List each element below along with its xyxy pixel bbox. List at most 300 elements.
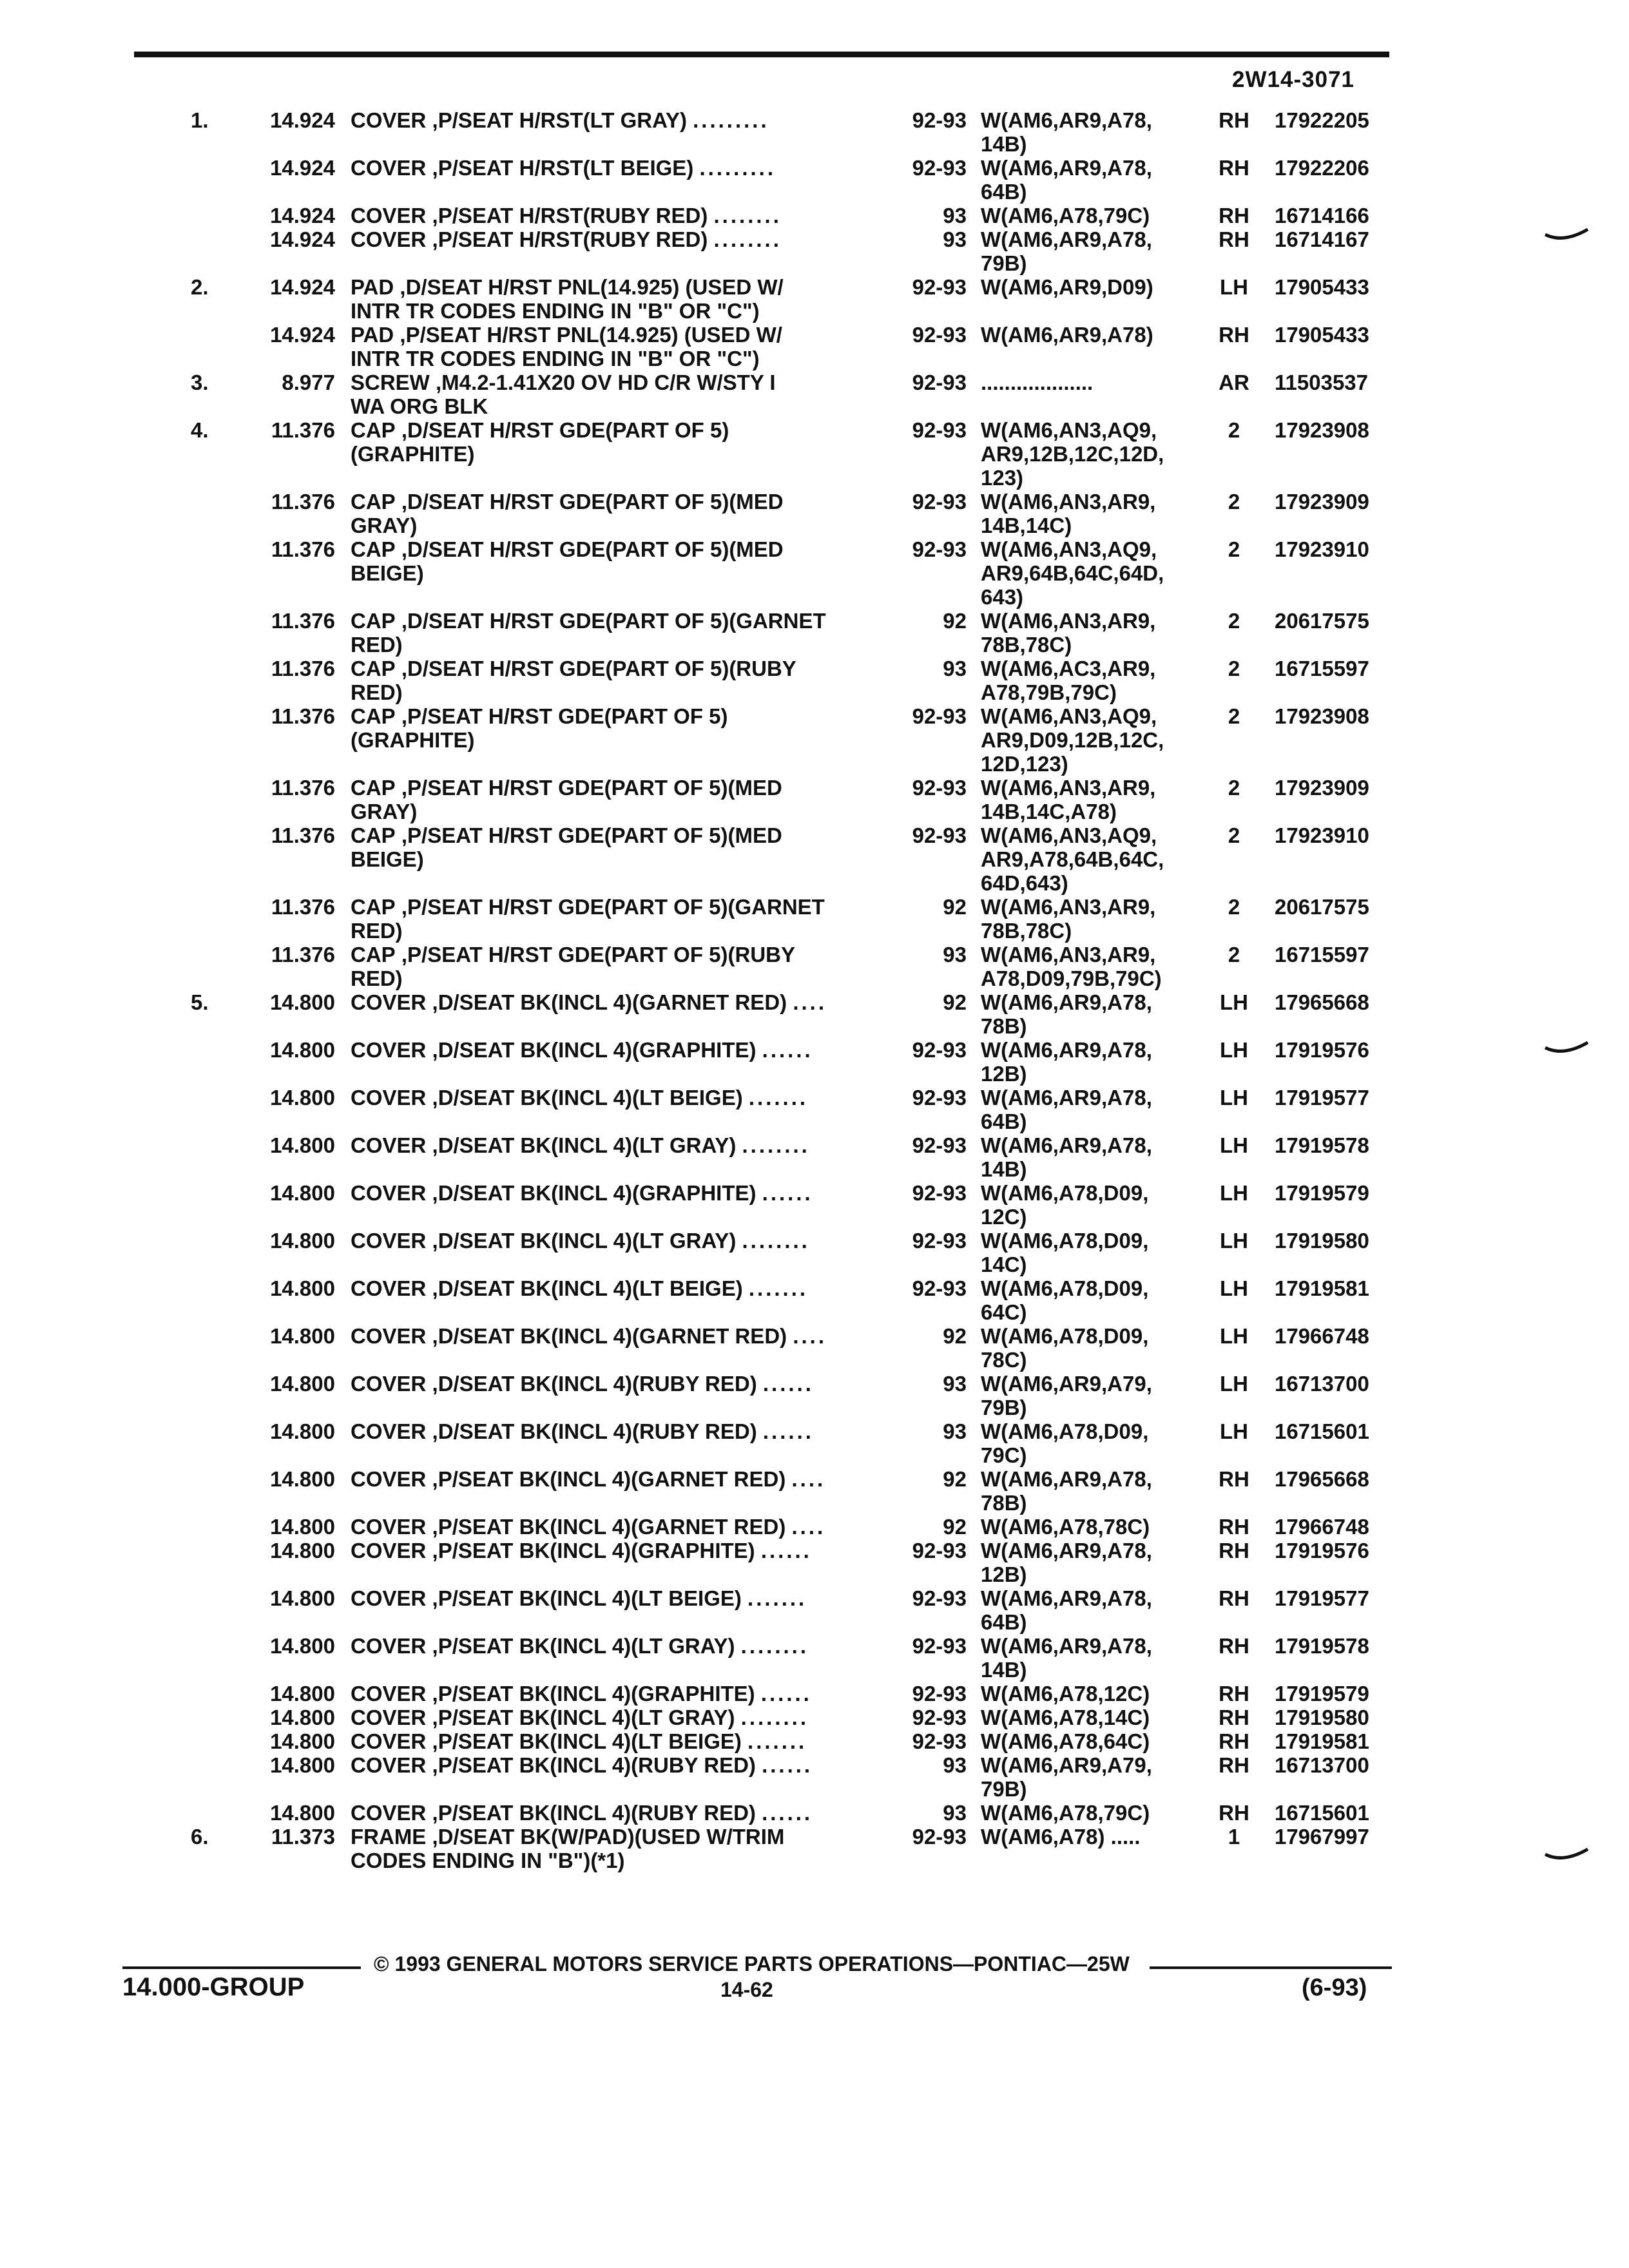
model-years: 92-93 <box>912 1133 967 1157</box>
part-entry <box>0 609 1629 657</box>
part-detail: ,P/SEAT BK(INCL 4)(GRAPHITE) <box>432 1682 755 1706</box>
part-description <box>351 1419 885 1443</box>
part-entry-line <box>0 680 1629 704</box>
quantity: RH <box>1219 1586 1249 1610</box>
part-number: 20617575 <box>1275 895 1369 919</box>
part-detail: ,P/SEAT H/RST(LT BEIGE) <box>432 156 694 180</box>
part-entry-line <box>0 1348 1629 1372</box>
check-mark-icon <box>1544 1041 1589 1061</box>
part-name: COVER <box>351 1729 427 1753</box>
part-description <box>351 1729 885 1753</box>
group-number: 11.376 <box>271 895 335 919</box>
leader-dots: .... <box>791 1515 826 1539</box>
quantity: RH <box>1219 323 1249 347</box>
part-number: 16713700 <box>1275 1753 1369 1777</box>
model-years: 92-93 <box>912 1825 967 1849</box>
leader-dots: ...... <box>762 1419 814 1443</box>
part-entry-line <box>0 1229 1629 1253</box>
usage-options: 643) <box>981 585 1024 609</box>
part-entry-line <box>0 1205 1629 1229</box>
part-description <box>351 657 885 680</box>
leader-dots: ...... <box>762 1181 813 1205</box>
model-years: 92-93 <box>912 1586 967 1610</box>
leader-dots: .... <box>793 1324 827 1348</box>
part-description <box>351 1276 885 1300</box>
model-years: 93 <box>943 204 967 227</box>
part-number: 17919576 <box>1275 1038 1369 1062</box>
part-entry-line <box>0 275 1629 299</box>
part-name: COVER <box>351 1753 427 1777</box>
model-years: 92-93 <box>912 370 967 394</box>
part-description-continued: WA ORG BLK <box>351 394 488 418</box>
leader-dots: ....... <box>747 1586 807 1610</box>
part-entry-line <box>0 871 1629 895</box>
part-detail: ,D/SEAT BK(INCL 4)(GARNET RED) <box>432 1324 787 1348</box>
usage-options: W(AM6,A78,D09, <box>981 1419 1149 1443</box>
part-entry-line <box>0 609 1629 633</box>
group-number: 11.376 <box>271 776 335 800</box>
group-number: 11.376 <box>271 704 335 728</box>
part-entry <box>0 537 1629 609</box>
quantity: RH <box>1219 1801 1249 1825</box>
quantity: RH <box>1219 1634 1249 1658</box>
leader-dots: .... <box>793 990 827 1014</box>
part-detail: ,P/SEAT BK(INCL 4)(RUBY RED) <box>432 1801 756 1825</box>
part-detail: ,P/SEAT BK(INCL 4)(GRAPHITE) <box>432 1539 755 1562</box>
model-years: 92-93 <box>912 1706 967 1729</box>
part-entry-line <box>0 1562 1629 1586</box>
usage-options: W(AM6,AR9,A78, <box>981 108 1152 132</box>
group-number: 14.800 <box>270 1086 335 1110</box>
part-name: PAD <box>351 323 394 347</box>
usage-options: AR9,D09,12B,12C, <box>981 728 1164 752</box>
usage-options: W(AM6,A78,12C) <box>981 1682 1150 1706</box>
usage-options: W(AM6,AC3,AR9, <box>981 657 1156 680</box>
part-entry <box>0 1682 1629 1706</box>
part-entry <box>0 1419 1629 1467</box>
model-years: 93 <box>943 227 967 251</box>
usage-options: 12C) <box>981 1205 1027 1229</box>
part-name: COVER <box>351 1634 427 1658</box>
part-detail: ,D/SEAT BK(INCL 4)(RUBY RED) <box>432 1372 757 1396</box>
part-description <box>351 1372 885 1396</box>
part-detail: ,D/SEAT BK(INCL 4)(GRAPHITE) <box>432 1038 757 1062</box>
part-entry-line <box>0 204 1629 227</box>
part-detail: ,P/SEAT BK(INCL 4)(GARNET RED) <box>432 1515 786 1539</box>
part-name: COVER <box>351 1706 427 1729</box>
part-description <box>351 1825 885 1849</box>
part-description <box>351 943 885 966</box>
model-years: 92-93 <box>912 1634 967 1658</box>
model-years: 92-93 <box>912 1276 967 1300</box>
model-years: 92 <box>943 895 967 919</box>
quantity: RH <box>1219 156 1249 180</box>
part-entry-line <box>0 490 1629 514</box>
part-name: COVER <box>351 1586 427 1610</box>
part-description <box>351 323 885 347</box>
usage-options: A78,D09,79B,79C) <box>981 966 1162 990</box>
part-entry-line <box>0 1324 1629 1348</box>
part-description <box>351 1586 885 1610</box>
part-entry <box>0 895 1629 943</box>
usage-options: W(AM6,AR9,A78, <box>981 1467 1152 1491</box>
usage-options: ................... <box>981 370 1094 394</box>
part-description <box>351 1634 885 1658</box>
quantity: RH <box>1219 1753 1249 1777</box>
part-name: CAP <box>351 657 396 680</box>
part-description <box>351 1133 885 1157</box>
group-number: 14.800 <box>270 1372 335 1396</box>
part-name: CAP <box>351 823 396 847</box>
quantity: LH <box>1220 1038 1248 1062</box>
usage-options: W(AM6,AR9,A78, <box>981 1539 1152 1562</box>
part-entry-line <box>0 1110 1629 1133</box>
part-description <box>351 776 885 800</box>
group-number: 14.800 <box>270 1539 335 1562</box>
part-name: COVER <box>351 1467 427 1491</box>
part-number: 17923908 <box>1275 704 1369 728</box>
model-years: 92-93 <box>912 1729 967 1753</box>
usage-options: AR9,12B,12C,12D, <box>981 442 1164 466</box>
quantity: RH <box>1219 227 1249 251</box>
part-detail: ,P/SEAT BK(INCL 4)(LT GRAY) <box>432 1634 735 1658</box>
part-number: 17922206 <box>1275 156 1369 180</box>
part-name: COVER <box>351 156 427 180</box>
part-name: COVER <box>351 1276 427 1300</box>
part-entry <box>0 823 1629 895</box>
part-detail: ,P/SEAT H/RST GDE(PART OF 5)(GARNET <box>401 895 825 919</box>
part-entry-line <box>0 180 1629 204</box>
part-entry-line <box>0 1276 1629 1300</box>
usage-options: W(AM6,AR9,A78, <box>981 156 1152 180</box>
part-entry <box>0 1181 1629 1229</box>
group-number: 11.376 <box>271 418 335 442</box>
leader-dots: ...... <box>762 1372 814 1396</box>
part-detail: ,D/SEAT BK(INCL 4)(LT GRAY) <box>432 1229 737 1253</box>
model-years: 92-93 <box>912 323 967 347</box>
usage-options: W(AM6,AR9,A79, <box>981 1753 1152 1777</box>
part-description <box>351 108 885 132</box>
part-number: 17919579 <box>1275 1682 1369 1706</box>
part-entry-line <box>0 704 1629 728</box>
revision-date: (6-93) <box>1302 1974 1367 2001</box>
leader-dots: ...... <box>760 1539 812 1562</box>
part-detail: ,D/SEAT H/RST GDE(PART OF 5) <box>401 418 729 442</box>
model-years: 92-93 <box>912 1181 967 1205</box>
quantity: 2 <box>1228 609 1240 633</box>
part-entry <box>0 943 1629 990</box>
part-entry-line <box>0 1753 1629 1777</box>
part-description <box>351 537 885 561</box>
leader-dots: ........ <box>740 1634 809 1658</box>
part-name: COVER <box>351 1086 427 1110</box>
model-years: 93 <box>943 1419 967 1443</box>
part-entry <box>0 1634 1629 1682</box>
part-entry-line <box>0 823 1629 847</box>
part-entry-line <box>0 1682 1629 1706</box>
part-entry <box>0 1801 1629 1825</box>
quantity: 2 <box>1228 490 1240 514</box>
group-number: 14.800 <box>270 1133 335 1157</box>
part-entry-line <box>0 1586 1629 1610</box>
part-detail: ,P/SEAT H/RST(RUBY RED) <box>432 227 708 251</box>
part-entry-line <box>0 1491 1629 1515</box>
part-name: FRAME <box>351 1825 427 1849</box>
part-description <box>351 370 885 394</box>
part-entry <box>0 156 1629 204</box>
model-years: 92-93 <box>912 1539 967 1562</box>
model-years: 93 <box>943 657 967 680</box>
part-detail: ,D/SEAT BK(INCL 4)(GARNET RED) <box>432 990 787 1014</box>
usage-options: W(AM6,AR9,A78, <box>981 1586 1152 1610</box>
usage-options: W(AM6,AN3,AR9, <box>981 895 1156 919</box>
leader-dots: ...... <box>762 1801 813 1825</box>
part-entry-line <box>0 561 1629 585</box>
group-number: 14.800 <box>270 1729 335 1753</box>
part-description <box>351 1467 885 1491</box>
model-years: 93 <box>943 1372 967 1396</box>
model-years: 92-93 <box>912 1682 967 1706</box>
group-label: 14.000-GROUP <box>122 1973 305 2001</box>
quantity: LH <box>1220 1181 1248 1205</box>
part-entry-line <box>0 1419 1629 1443</box>
group-number: 8.977 <box>282 370 335 394</box>
quantity: LH <box>1220 1372 1248 1396</box>
part-number: 17923909 <box>1275 776 1369 800</box>
part-number: 17965668 <box>1275 1467 1369 1491</box>
part-name: COVER <box>351 204 427 227</box>
usage-options: W(AM6,A78,78C) <box>981 1515 1150 1539</box>
usage-options: AR9,64B,64C,64D, <box>981 561 1164 585</box>
part-entry-line <box>0 585 1629 609</box>
item-number: 3. <box>191 370 209 394</box>
part-entry <box>0 1753 1629 1801</box>
quantity: LH <box>1220 1324 1248 1348</box>
usage-options: 14B) <box>981 132 1027 156</box>
part-entry <box>0 1539 1629 1586</box>
part-number: 16715597 <box>1275 657 1369 680</box>
model-years: 92 <box>943 990 967 1014</box>
part-entry-line <box>0 1372 1629 1396</box>
part-detail: ,M4.2-1.41X20 OV HD C/R W/STY I <box>436 370 776 394</box>
footer-rule-right <box>1150 1966 1392 1969</box>
part-name: CAP <box>351 943 396 966</box>
quantity: 2 <box>1228 776 1240 800</box>
part-detail: ,P/SEAT BK(INCL 4)(LT BEIGE) <box>432 1729 742 1753</box>
usage-options: 78B) <box>981 1014 1027 1038</box>
usage-options: 14B,14C,A78) <box>981 800 1117 823</box>
part-entry-line <box>0 847 1629 871</box>
item-number: 1. <box>191 108 209 132</box>
usage-options: 64D,643) <box>981 871 1068 895</box>
part-entry <box>0 1515 1629 1539</box>
part-number: 17919577 <box>1275 1586 1369 1610</box>
usage-options: W(AM6,AN3,AQ9, <box>981 418 1157 442</box>
check-mark-icon <box>1544 228 1589 247</box>
usage-options: W(AM6,AN3,AQ9, <box>981 704 1157 728</box>
usage-options: 78B,78C) <box>981 633 1072 657</box>
part-entry-line <box>0 132 1629 156</box>
part-detail: ,D/SEAT BK(INCL 4)(LT BEIGE) <box>432 1276 743 1300</box>
leader-dots: ......... <box>699 156 776 180</box>
group-number: 14.800 <box>270 1586 335 1610</box>
leader-dots: ......... <box>693 108 769 132</box>
part-entry-line <box>0 1706 1629 1729</box>
part-number: 17923910 <box>1275 823 1369 847</box>
part-name: COVER <box>351 1419 427 1443</box>
usage-options: 12B) <box>981 1562 1027 1586</box>
part-description <box>351 490 885 514</box>
part-entry-line <box>0 156 1629 180</box>
part-entry-line <box>0 1181 1629 1205</box>
part-entry-line <box>0 347 1629 370</box>
part-number: 20617575 <box>1275 609 1369 633</box>
group-number: 11.376 <box>271 609 335 633</box>
usage-options: W(AM6,A78,79C) <box>981 204 1150 227</box>
section-code: 2W14-3071 <box>1232 67 1354 92</box>
part-detail: ,D/SEAT BK(INCL 4)(GRAPHITE) <box>432 1181 757 1205</box>
part-name: CAP <box>351 418 396 442</box>
part-entry-line <box>0 323 1629 347</box>
group-number: 11.373 <box>271 1825 335 1849</box>
group-number: 14.800 <box>270 1229 335 1253</box>
part-entry-line <box>0 1849 1629 1872</box>
part-number: 16714167 <box>1275 227 1369 251</box>
part-number: 17923910 <box>1275 537 1369 561</box>
part-description-continued: GRAY) <box>351 800 418 823</box>
part-entry <box>0 990 1629 1038</box>
group-number: 14.800 <box>270 1181 335 1205</box>
part-description <box>351 1515 885 1539</box>
leader-dots: ...... <box>760 1682 812 1706</box>
part-name: COVER <box>351 1038 427 1062</box>
part-number: 17919579 <box>1275 1181 1369 1205</box>
part-number: 17905433 <box>1275 323 1369 347</box>
part-entry-line <box>0 776 1629 800</box>
quantity: RH <box>1219 108 1249 132</box>
copyright-line: © 1993 GENERAL MOTORS SERVICE PARTS OPERATIONS—PONTIAC—25W <box>374 1952 1130 1975</box>
part-entry-line <box>0 1062 1629 1086</box>
part-entry-line <box>0 1467 1629 1491</box>
part-entry-line <box>0 442 1629 466</box>
part-description <box>351 1801 885 1825</box>
part-number: 17919578 <box>1275 1133 1369 1157</box>
part-description-continued: BEIGE) <box>351 561 424 585</box>
usage-options: 14B,14C) <box>981 514 1072 537</box>
usage-options: W(AM6,AN3,AQ9, <box>981 537 1157 561</box>
part-description <box>351 823 885 847</box>
part-description <box>351 418 885 442</box>
usage-options: 14B) <box>981 1658 1027 1682</box>
usage-options: 12B) <box>981 1062 1027 1086</box>
part-name: CAP <box>351 490 396 514</box>
part-name: CAP <box>351 895 396 919</box>
part-number: 11503537 <box>1275 370 1369 394</box>
part-entry-line <box>0 394 1629 418</box>
part-number: 17905433 <box>1275 275 1369 299</box>
item-number: 5. <box>191 990 209 1014</box>
model-years: 92-93 <box>912 537 967 561</box>
leader-dots: ....... <box>748 1276 809 1300</box>
usage-options: W(AM6,A78,D09, <box>981 1324 1149 1348</box>
usage-options: W(AM6,AR9,A78) <box>981 323 1153 347</box>
part-entry-line <box>0 1014 1629 1038</box>
part-entry <box>0 1372 1629 1419</box>
part-entry <box>0 490 1629 537</box>
part-description <box>351 1539 885 1562</box>
part-description-continued: (GRAPHITE) <box>351 442 475 466</box>
part-name: COVER <box>351 1372 427 1396</box>
group-number: 11.376 <box>271 943 335 966</box>
part-description <box>351 1682 885 1706</box>
usage-options: 64B) <box>981 1610 1027 1634</box>
group-number: 14.800 <box>270 990 335 1014</box>
part-detail: ,P/SEAT H/RST GDE(PART OF 5)(RUBY <box>401 943 795 966</box>
part-name: CAP <box>351 776 396 800</box>
model-years: 92-93 <box>912 776 967 800</box>
part-description <box>351 1229 885 1253</box>
usage-options: 14B) <box>981 1157 1027 1181</box>
part-entry <box>0 323 1629 370</box>
usage-options: W(AM6,AN3,AR9, <box>981 609 1156 633</box>
part-entry-line <box>0 251 1629 275</box>
usage-options: W(AM6,AR9,A79, <box>981 1372 1152 1396</box>
usage-options: W(AM6,AR9,A78, <box>981 1634 1152 1658</box>
top-rule <box>134 52 1389 57</box>
model-years: 92-93 <box>912 1086 967 1110</box>
part-name: COVER <box>351 1133 427 1157</box>
group-number: 14.800 <box>270 1682 335 1706</box>
part-name: COVER <box>351 1515 427 1539</box>
group-number: 11.376 <box>271 490 335 514</box>
usage-options: A78,79B,79C) <box>981 680 1117 704</box>
part-name: CAP <box>351 704 396 728</box>
part-description <box>351 204 885 227</box>
quantity: 2 <box>1228 823 1240 847</box>
item-number: 6. <box>191 1825 209 1849</box>
page-number: 14-62 <box>720 1978 773 2001</box>
part-name: COVER <box>351 1539 427 1562</box>
part-description <box>351 1324 885 1348</box>
part-name: COVER <box>351 1682 427 1706</box>
leader-dots: ........ <box>742 1133 810 1157</box>
usage-options: W(AM6,AR9,A78, <box>981 1133 1152 1157</box>
part-number: 17919578 <box>1275 1634 1369 1658</box>
group-number: 14.800 <box>270 1467 335 1491</box>
part-number: 17919576 <box>1275 1539 1369 1562</box>
part-number: 17922205 <box>1275 108 1369 132</box>
part-entry <box>0 418 1629 490</box>
part-entry <box>0 204 1629 227</box>
part-detail: ,P/SEAT BK(INCL 4)(RUBY RED) <box>432 1753 756 1777</box>
part-entry-line <box>0 1253 1629 1276</box>
quantity: RH <box>1219 1467 1249 1491</box>
part-entry-line <box>0 1300 1629 1324</box>
part-description <box>351 895 885 919</box>
part-name: COVER <box>351 1801 427 1825</box>
part-detail: ,P/SEAT H/RST GDE(PART OF 5)(MED <box>401 776 782 800</box>
part-description-continued: RED) <box>351 919 403 943</box>
part-entry-line <box>0 1729 1629 1753</box>
part-entry-line <box>0 1133 1629 1157</box>
part-entry-line <box>0 943 1629 966</box>
quantity: RH <box>1219 1539 1249 1562</box>
quantity: 2 <box>1228 537 1240 561</box>
parts-list <box>0 108 1629 1872</box>
usage-options: 64B) <box>981 180 1027 204</box>
leader-dots: ........ <box>713 227 782 251</box>
usage-options: 79B) <box>981 251 1027 275</box>
